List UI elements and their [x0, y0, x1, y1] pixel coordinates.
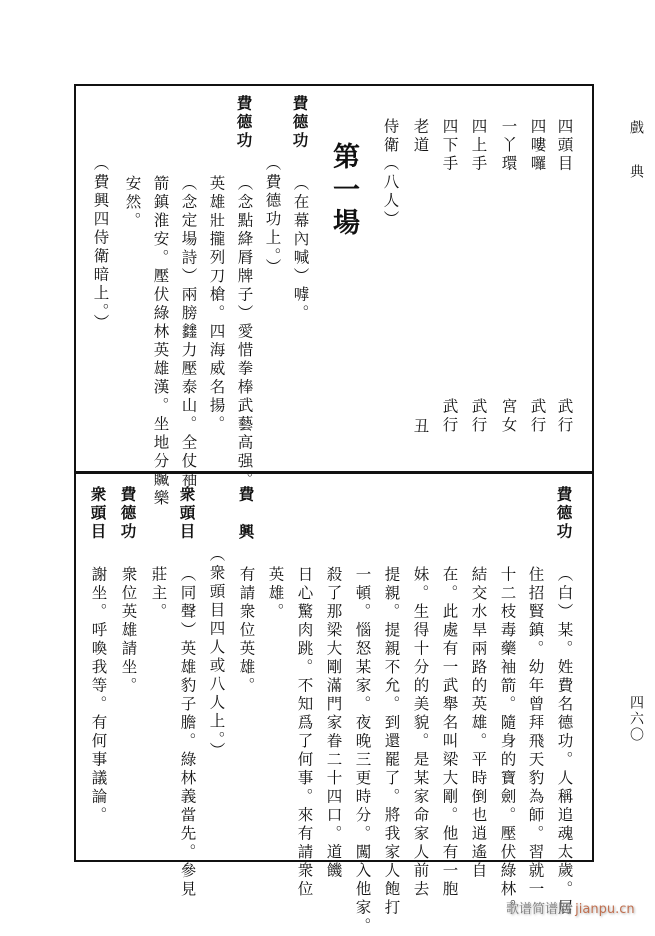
dialogue-line: （念定場詩）兩膀𨰻力壓泰山。全仗袖 — [179, 175, 198, 490]
speaker: 費德功 — [234, 95, 254, 151]
scene-title: 第一場 — [328, 142, 359, 241]
dialogue-line: 箭鎮淮安。壓伏綠林英雄漢。坐地分贓樂 — [151, 175, 170, 508]
stage-direction: （衆頭目四人或八人上。） — [207, 546, 226, 761]
speaker: 衆頭目 — [88, 486, 108, 542]
speaker: 費德功 — [290, 95, 310, 151]
dialogue-line: 安然。 — [123, 175, 142, 231]
dialogue-line: 英雄。 — [266, 566, 285, 622]
dialogue-line: 在。此處有一武舉名叫梁大剛。他有一胞 — [440, 566, 459, 899]
cast-role: 四下手 — [440, 118, 459, 174]
cast-role: 四頭目 — [555, 118, 574, 174]
stage-direction: （費德功上。） — [263, 155, 282, 277]
dialogue-line: 莊主。 — [149, 566, 168, 622]
cast-type: 武行 — [555, 398, 574, 435]
book-title: 戲典 — [628, 120, 644, 208]
dialogue-line: （同聲）英雄豹子膽。綠林義當先。參見 — [178, 566, 197, 899]
dialogue-line: 謝坐。呼喚我等。有何事議論。 — [89, 566, 108, 825]
dialogue-line: 十二枝毒藥袖箭。隨身的寶劍。壓伏綠林。 — [498, 566, 517, 918]
speaker: 費德功 — [554, 486, 574, 542]
dialogue-line: 有請衆位英雄。 — [237, 566, 256, 696]
speaker: 費興 — [236, 486, 256, 561]
watermark-cn: 歌谱简谱网 — [506, 902, 572, 917]
dialogue-line: （念點絳脣牌子）愛惜拳棒武藝高强。 — [235, 175, 254, 490]
speaker: 衆頭目 — [177, 486, 197, 542]
cast-type: 武行 — [528, 398, 547, 435]
dialogue-line: 日心驚肉跳。不知爲了何事。來有請衆位 — [295, 566, 314, 899]
cast-type: 丑 — [411, 418, 430, 437]
dialogue-line: 一頓。惱怒某家。夜晚三更時分。闖入他家。 — [353, 566, 372, 936]
cast-type: 宮女 — [499, 398, 518, 435]
watermark — [506, 898, 635, 917]
dialogue-line: 殺了那梁大剛滿門家眷二十四口。道饑 — [324, 566, 343, 881]
cast-role: 四上手 — [469, 118, 488, 174]
dialogue-line: （在幕內喊）嘑。 — [291, 175, 310, 323]
dialogue-line: 妹。生得十分的美貌。是某家命家人前去 — [411, 566, 430, 899]
stage-direction: （費興四侍衛暗上。） — [91, 155, 110, 333]
dialogue-line: （白）某。姓費名德功。人稱追魂太歲。居 — [555, 566, 574, 918]
cast-role: 一丫環 — [499, 118, 518, 174]
cast-role: 老道 — [411, 118, 430, 155]
cast-role: 四嘍囉 — [528, 118, 547, 174]
dialogue-line: 結交水旱兩路的英雄。平時倒也逍遙自 — [469, 566, 488, 881]
watermark-latin: jianpu.cn — [575, 902, 635, 917]
cast-type: 武行 — [440, 398, 459, 435]
dialogue-line: 衆位英雄請坐。 — [119, 566, 138, 696]
dialogue-line: 提親。提親不允。到還罷了。將我家人飽打 — [382, 566, 401, 918]
dialogue-line: 英雄壯攏列刀槍。四海威名揚。 — [207, 175, 226, 434]
page-number: 四六〇 — [628, 695, 644, 743]
speaker: 費德功 — [118, 486, 138, 542]
cast-type: 武行 — [469, 398, 488, 435]
cast-role: 侍衛（八人） — [381, 118, 400, 229]
dialogue-line: 住招賢鎮。幼年曾拜飛天豹為師。習就一 — [526, 566, 545, 899]
